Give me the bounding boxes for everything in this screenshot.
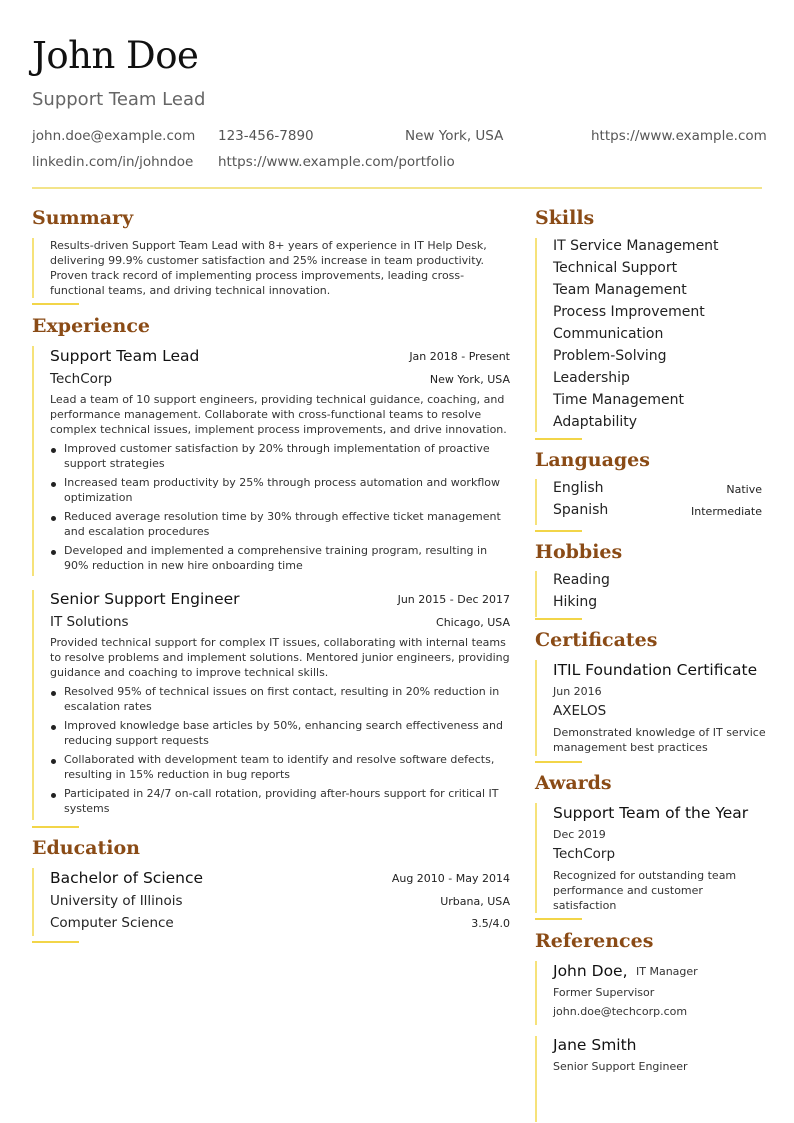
reference-2-name: Jane Smith [553,1036,637,1054]
certificate-description: Demonstrated knowledge of IT service management best practices [553,726,766,754]
job-1-bullet-2: Increased team productivity by 25% through process automation and workflow optimization [64,476,500,504]
awards-underline [535,918,582,920]
job-2-position: Senior Support Engineer [50,590,240,608]
languages-title: Languages [535,449,650,471]
hobbies-underline [535,618,582,620]
job-2-company: IT Solutions [50,614,129,630]
awards-bar [535,803,537,913]
certificate-issuer: AXELOS [553,703,607,719]
award-date: Dec 2019 [553,828,606,841]
bullet-icon [51,448,56,453]
hobby-item: Reading [553,572,610,588]
job-1-dates: Jan 2018 - Present [409,350,510,363]
job-1-bar [32,346,34,576]
website-link[interactable]: https://www.example.com [591,128,767,144]
bullet-icon [51,725,56,730]
skills-title: Skills [535,207,595,229]
skills-underline [535,438,582,440]
reference-2-bar [535,1036,537,1122]
languages-underline [535,530,582,532]
bullet-icon [51,691,56,696]
education-school: University of Illinois [50,893,183,909]
education-underline [32,941,79,943]
award-issuer: TechCorp [553,846,616,862]
linkedin-link[interactable]: linkedin.com/in/johndoe [32,154,194,170]
summary-text: Results-driven Support Team Lead with 8+ years of experience in IT Help Desk, delivering 99.9% customer satisfaction and 25% increase in team productivity. Proven track record of implementing process improvements, leading cross-functional teams, and driving technical innovation. [50,239,487,297]
candidate-name: John Doe [32,34,199,77]
hobbies-title: Hobbies [535,541,623,563]
hobbies-bar [535,571,537,617]
bullet-icon [51,759,56,764]
education-gpa: 3.5/4.0 [471,917,510,930]
education-bar [32,868,34,936]
certificates-bar [535,660,537,756]
job-2-bullet-4: Participated in 24/7 on-call rotation, providing after-hours support for critical IT systems [64,787,499,815]
portfolio-link[interactable]: https://www.example.com/portfolio [218,154,455,170]
phone-number: 123-456-7890 [218,128,314,144]
language-name: Spanish [553,502,609,518]
language-level: Intermediate [691,505,762,518]
summary-bar [32,238,34,298]
reference-1-name: John Doe, [553,962,628,980]
job-2-location: Chicago, USA [436,616,510,629]
references-title: References [535,930,654,952]
bullet-icon [51,516,56,521]
job-1-description: Lead a team of 10 support engineers, providing technical guidance, coaching, and performance management. Collaborate with cross-functional teams to resolve complex technical issues, implement process improvements, and drive innovation. [50,393,507,436]
languages-bar [535,479,537,525]
skill-item: Process Improvement [553,304,705,320]
skill-item: Communication [553,326,664,342]
skills-bar [535,238,537,432]
candidate-role: Support Team Lead [32,89,206,110]
certificates-title: Certificates [535,629,658,651]
bullet-icon [51,482,56,487]
job-1-bullet-4: Developed and implemented a comprehensive training program, resulting in 90% reduction in new hire onboarding time [64,544,488,572]
email-link[interactable]: john.doe@example.com [32,128,196,144]
header-divider [32,187,762,189]
bullet-icon [51,550,56,555]
job-1-company: TechCorp [50,371,113,387]
job-1-bullet-3: Reduced average resolution time by 30% through effective ticket management and escalation procedures [64,510,501,538]
job-1-location: New York, USA [429,373,510,386]
skill-item: IT Service Management [553,238,719,254]
job-2-dates: Jun 2015 - Dec 2017 [397,593,510,606]
hobby-item: Hiking [553,594,598,610]
job-2-bullet-3: Collaborated with development team to identify and resolve software defects, resulting in 15% reduction in bug reports [64,753,495,781]
skill-item: Team Management [553,282,687,298]
reference-1-email[interactable]: john.doe@techcorp.com [553,1005,688,1018]
job-2-bullet-2: Improved knowledge base articles by 50%, enhancing search effectiveness and reducing support requests [64,719,503,747]
language-name: English [553,480,604,496]
job-2-description: Provided technical support for complex IT issues, collaborating with internal teams to resolve problems and implement solutions. Mentored junior engineers, providing guidance and coaching to improve technical skills. [50,636,510,679]
certificate-name: ITIL Foundation Certificate [553,661,758,679]
job-2-bullet-1: Resolved 95% of technical issues on first contact, resulting in 20% reduction in escalation rates [64,685,500,713]
skill-item: Adaptability [553,414,638,430]
certificate-date: Jun 2016 [553,685,602,698]
language-level: Native [726,483,762,496]
certificates-underline [535,761,582,763]
job-1-position: Support Team Lead [50,347,200,365]
education-field: Computer Science [50,915,174,931]
experience-title: Experience [32,315,150,337]
skill-item: Time Management [553,392,684,408]
education-dates: Aug 2010 - May 2014 [391,872,510,885]
job-1-bullet-1: Improved customer satisfaction by 20% through implementation of proactive support strategies [64,442,490,470]
job-2-bar [32,590,34,820]
education-title: Education [32,837,140,859]
awards-title: Awards [535,772,612,794]
experience-underline [32,826,79,828]
bullet-icon [51,793,56,798]
reference-1-title: IT Manager [636,965,698,978]
award-name: Support Team of the Year [553,804,749,822]
summary-underline [32,303,79,305]
summary-title: Summary [32,207,134,229]
skill-item: Problem-Solving [553,348,667,364]
reference-1-relation: Former Supervisor [553,986,655,999]
education-location: Urbana, USA [440,895,510,908]
reference-1-bar [535,961,537,1025]
skill-item: Technical Support [553,260,678,276]
skill-item: Leadership [553,370,630,386]
education-degree: Bachelor of Science [50,869,204,887]
award-description: Recognized for outstanding team performance and customer satisfaction [553,869,737,912]
reference-2-title: Senior Support Engineer [553,1060,688,1073]
location-text: New York, USA [405,128,504,144]
